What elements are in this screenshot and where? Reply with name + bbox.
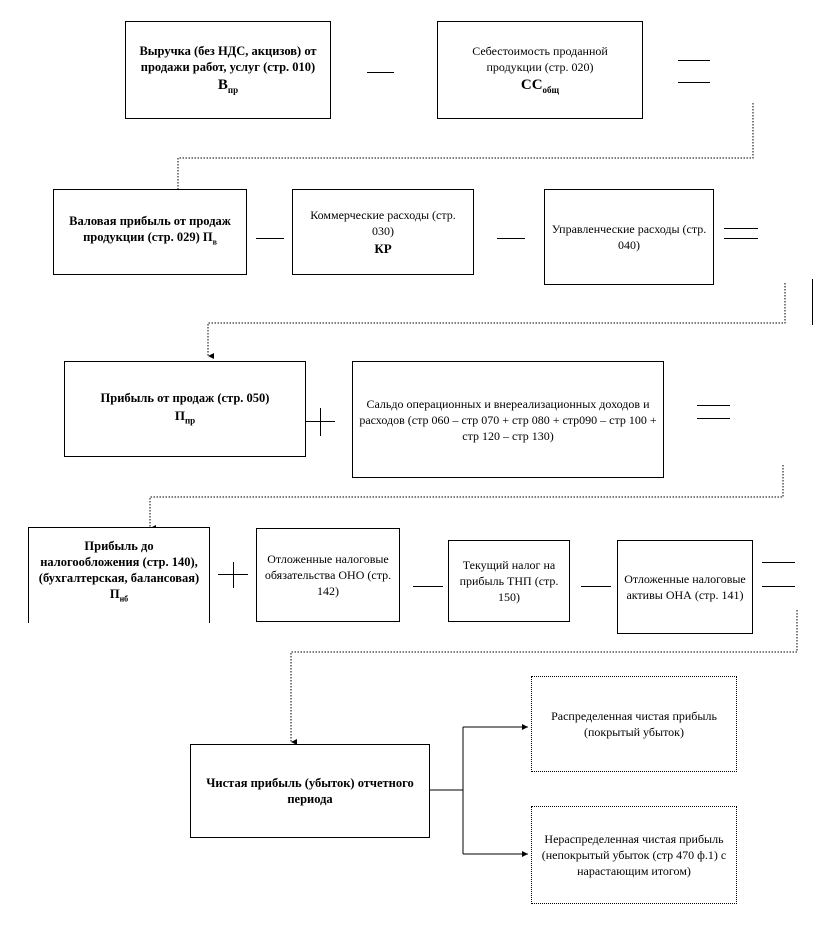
sales-profit-text: Прибыль от продаж (стр. 050) [100,390,270,405]
equals-sign-3-top [697,405,730,406]
cost-text: Себестоимость проданной продукции (стр. 020) [472,43,608,74]
equals-sign-3-bottom [697,418,730,419]
pretax-profit-box [28,527,210,623]
retained-earnings-text: Нераспределенная чистая прибыль (непокрытый убыток (стр 470 ф.1) с нарастающим итогом) [541,832,727,878]
cost-box [437,21,643,119]
minus-sign-4 [413,586,443,587]
commercial-expenses-symbol: КР [374,241,392,256]
branch-line [430,727,463,854]
equals-sign-4-top [762,562,795,563]
commercial-expenses-box [292,189,474,275]
current-income-tax-text: Текущий налог на прибыль ТНП (стр. 150) [459,558,559,604]
pretax-profit-text: Прибыль до налогообложения (стр. 140), (бухгалтерская, балансовая) $П_{нб}$ [38,539,200,604]
deferred-tax-liabilities-box [256,528,400,622]
deferred-tax-assets-text: Отложенные налоговые активы ОНА (стр. 141) [624,572,746,602]
distributed-profit-text: Распределенная чистая прибыль (покрытый убыток) [551,709,717,739]
deferred-tax-assets-box [617,540,753,634]
equals-sign-2-bottom [724,238,758,239]
operating-balance-text: Сальдо операционных и внереализационных доходов и расходов (стр 060 – стр 070 + стр 080 + стр090 – стр 100 + стр 120 – стр 130) [359,396,657,443]
revenue-box [125,21,331,119]
minus-sign-5 [581,586,611,587]
equals-sign-1-top [678,60,710,61]
revenue-symbol: $В_{пр}$ [217,76,239,95]
plus-sign-1-v [320,408,321,436]
equals-sign-4-bottom [762,586,795,587]
commercial-expenses-text: Коммерческие расходы (стр. 030) [310,208,456,238]
net-profit-text: Чистая прибыль (убыток) отчетного периода [206,776,414,806]
deferred-tax-liabilities-text: Отложенные налоговые обязательства ОНО (стр. 142) [264,552,392,598]
equals-sign-1-bottom [678,82,710,83]
gross-profit-box [53,189,247,275]
connector-row2-row3 [208,283,785,356]
management-expenses-text: Управленческие расходы (стр. 040) [551,222,707,252]
gross-profit-text: Валовая прибыль от продаж продукции (стр. 029) $П_в$ [69,214,231,247]
current-income-tax-box [448,540,570,622]
minus-sign-2 [256,238,284,239]
cost-symbol: $СС_{общ}$ [520,76,560,95]
minus-sign-1 [367,72,394,73]
distributed-profit-box [531,676,737,772]
minus-sign-3 [497,238,525,239]
retained-earnings-box [531,806,737,904]
plus-sign-2-v [233,562,234,588]
management-expenses-box [544,189,714,285]
separator-bar [812,279,813,325]
net-profit-box [190,744,430,838]
revenue-text: Выручка (без НДС, акцизов) от продажи работ, услуг (стр. 010) [139,43,317,74]
operating-balance-box [352,361,664,478]
sales-profit-symbol: $П_{пр}$ [174,407,196,426]
equals-sign-2-top [724,228,758,229]
sales-profit-box [64,361,306,457]
